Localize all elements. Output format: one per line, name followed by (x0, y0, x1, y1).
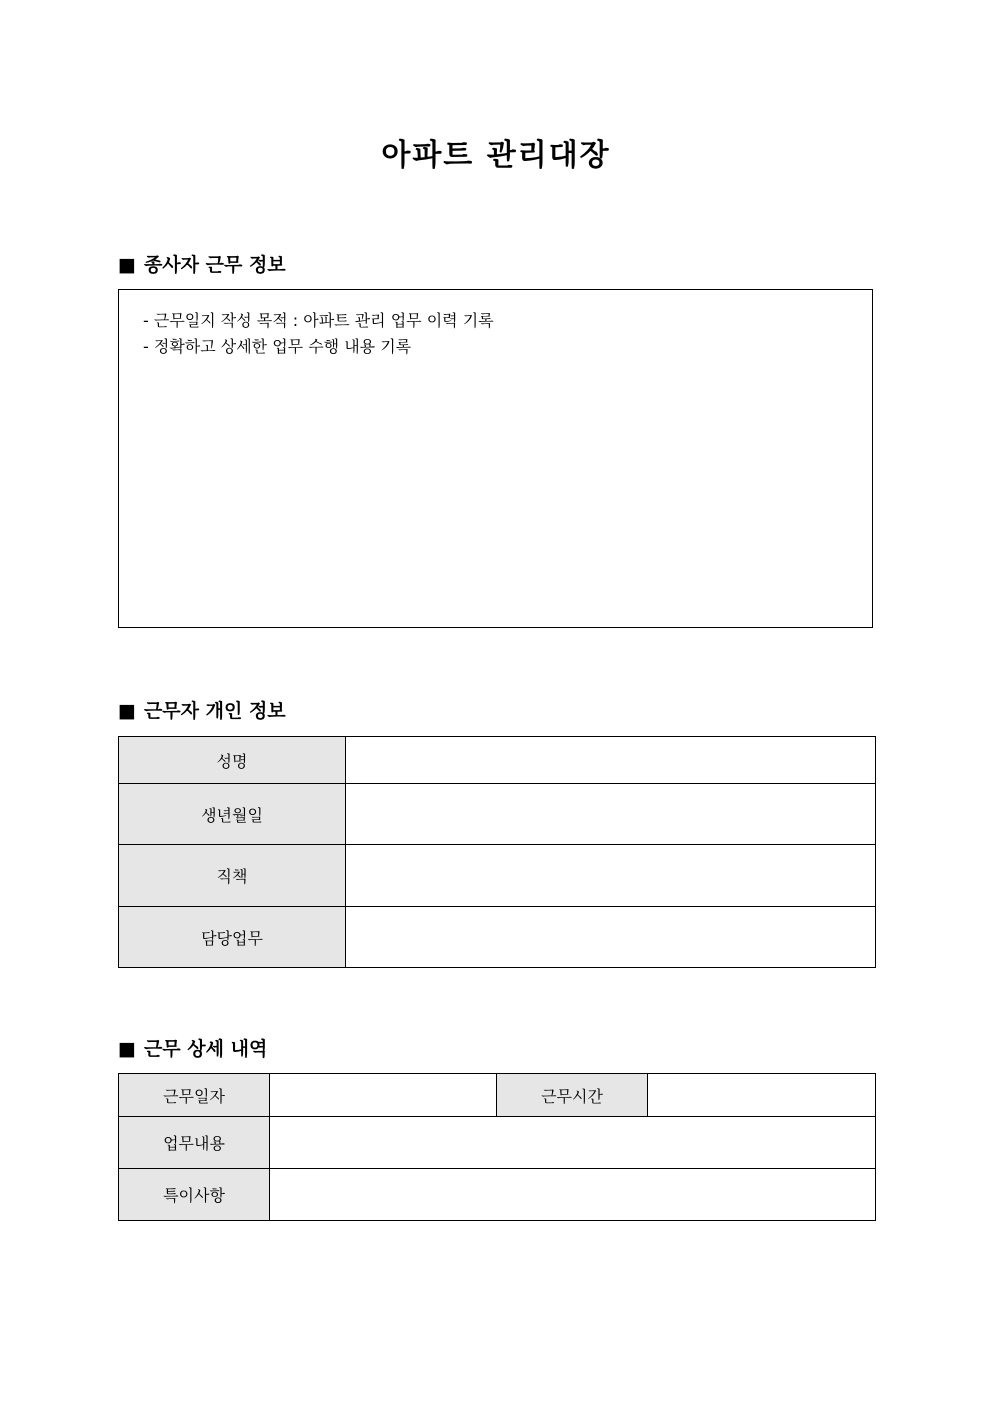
table-row (119, 1169, 876, 1221)
table-row (119, 737, 876, 784)
table-row (119, 1074, 876, 1117)
work-content-label: 업무내용 (119, 1117, 270, 1169)
section-title: 근무 상세 내역 (143, 1038, 268, 1060)
note-line: - 정확하고 상세한 업무 수행 내용 기록 (143, 337, 412, 356)
remarks-label: 특이사항 (119, 1169, 270, 1221)
note-line: - 근무일지 작성 목적 : 아파트 관리 업무 이력 기록 (143, 311, 494, 330)
work-time-field[interactable] (648, 1074, 876, 1117)
name-label: 성명 (119, 737, 346, 784)
birthdate-label: 생년월일 (119, 784, 346, 845)
section-heading-personal-info (118, 698, 286, 724)
section-heading-work-details (118, 1036, 267, 1062)
section-title: 종사자 근무 정보 (143, 254, 286, 276)
section-title: 근무자 개인 정보 (143, 700, 286, 722)
personal-info-table (118, 736, 876, 968)
name-field[interactable] (346, 737, 876, 784)
table-row (119, 845, 876, 907)
square-bullet-icon: ■ (118, 254, 136, 276)
duty-field[interactable] (346, 907, 876, 968)
square-bullet-icon: ■ (118, 1038, 136, 1060)
birthdate-field[interactable] (346, 784, 876, 845)
remarks-field[interactable] (270, 1169, 876, 1221)
work-details-table (118, 1073, 876, 1221)
work-date-field[interactable] (270, 1074, 497, 1117)
position-label: 직책 (119, 845, 346, 907)
table-row (119, 784, 876, 845)
table-row (119, 1117, 876, 1169)
work-date-label: 근무일자 (119, 1074, 270, 1117)
work-time-label: 근무시간 (497, 1074, 648, 1117)
square-bullet-icon: ■ (118, 700, 136, 722)
position-field[interactable] (346, 845, 876, 907)
section-heading-worker-info (118, 252, 286, 278)
duty-label: 담당업무 (119, 907, 346, 968)
table-row (119, 907, 876, 968)
page-title: 아파트 관리대장 (381, 138, 611, 173)
work-content-field[interactable] (270, 1117, 876, 1169)
worker-info-notes-box (118, 289, 873, 628)
